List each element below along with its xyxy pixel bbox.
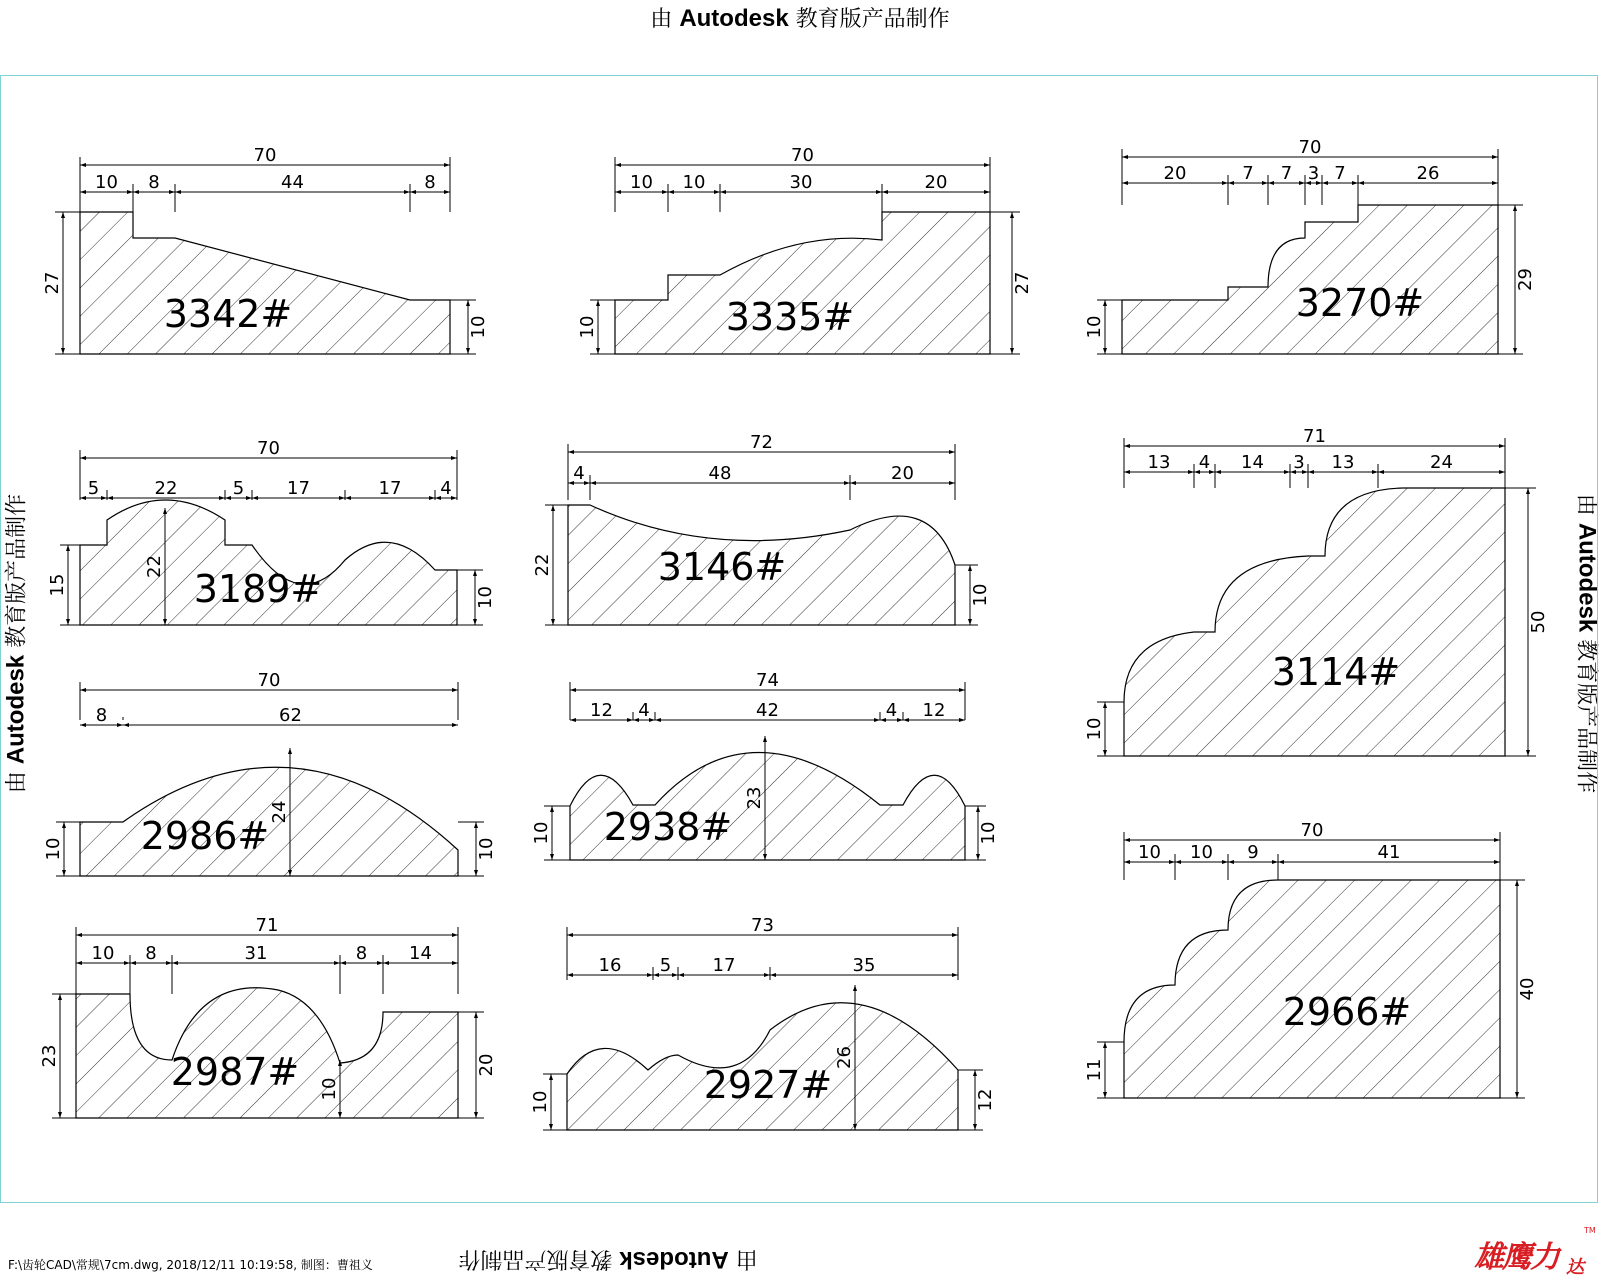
dimension-label: 24 bbox=[1430, 452, 1453, 473]
profile-2987 bbox=[39, 915, 497, 1118]
dimension-label: 10 bbox=[95, 172, 118, 193]
dimension-label: 4 bbox=[885, 700, 898, 721]
left-height-label: 22 bbox=[532, 553, 553, 577]
dimension-label: 5 bbox=[232, 478, 245, 499]
profile-id-label: 2966# bbox=[1282, 990, 1412, 1034]
dimension-label: 22 bbox=[154, 478, 178, 499]
right-height-label: 10 bbox=[978, 821, 999, 845]
watermark-left: 由 Autodesk 教育版产品制作 bbox=[2, 493, 30, 794]
profile-3146 bbox=[532, 432, 991, 625]
watermark-bottom: 由 Autodesk 教育版产品制作 bbox=[458, 1246, 758, 1273]
dimension-label: 8 bbox=[355, 943, 368, 964]
overall-width-label: 71 bbox=[1303, 426, 1326, 447]
watermark-top: 由 Autodesk 教育版产品制作 bbox=[650, 5, 950, 32]
inner-height-label: 26 bbox=[834, 1046, 855, 1069]
file-path-label: F:\齿轮CAD\常规\7cm.dwg, 2018/12/11 10:19:58, 制图：曹祖义 bbox=[8, 1258, 373, 1272]
overall-width-label: 70 bbox=[257, 438, 280, 459]
profile-id-label: 3335# bbox=[725, 295, 855, 339]
overall-width-label: 74 bbox=[756, 670, 779, 691]
left-height-label: 27 bbox=[42, 271, 63, 295]
left-height-label: 15 bbox=[47, 573, 68, 597]
inner-height-label: 24 bbox=[269, 800, 290, 824]
dimension-label: 62 bbox=[279, 705, 302, 726]
profile-3114 bbox=[1084, 426, 1549, 756]
profile-3342 bbox=[42, 145, 489, 354]
dimension-label: 3 bbox=[1293, 452, 1305, 473]
profile-id-label: 2927# bbox=[703, 1063, 833, 1107]
dimension-label: 20 bbox=[924, 172, 948, 193]
profile-3270 bbox=[1084, 137, 1536, 354]
dimension-label: 8 bbox=[95, 705, 108, 726]
dimension-label: 10 bbox=[682, 172, 706, 193]
dimension-label: 3 bbox=[1307, 163, 1320, 184]
overall-width-label: 70 bbox=[253, 145, 277, 166]
dimension-label: 13 bbox=[1147, 452, 1171, 473]
left-height-label: 11 bbox=[1084, 1058, 1105, 1082]
watermark-right: 由 Autodesk 教育版产品制作 bbox=[1573, 493, 1600, 794]
dimension-label: 8 bbox=[148, 172, 160, 193]
dimension-label: 9 bbox=[1247, 842, 1259, 863]
right-height-label: 12 bbox=[975, 1088, 996, 1112]
profile-2938 bbox=[531, 670, 999, 860]
dimension-label: 42 bbox=[756, 700, 779, 721]
dimension-label: 13 bbox=[1331, 452, 1355, 473]
dimension-label: 17 bbox=[287, 478, 310, 499]
dimension-label: 12 bbox=[590, 700, 613, 721]
dimension-label: 4 bbox=[573, 463, 585, 484]
right-height-label: 10 bbox=[970, 583, 991, 607]
dimension-label: 41 bbox=[1377, 842, 1401, 863]
dimension-label: 26 bbox=[1416, 163, 1440, 184]
inner-height-label: 23 bbox=[744, 786, 765, 810]
dimension-label: 12 bbox=[922, 700, 946, 721]
overall-width-label: 72 bbox=[750, 432, 773, 453]
dimension-label: 48 bbox=[708, 463, 732, 484]
profile-3189 bbox=[47, 438, 496, 625]
dimension-label: 5 bbox=[659, 955, 672, 976]
right-height-label: 27 bbox=[1012, 271, 1033, 295]
profile-2986 bbox=[43, 670, 497, 876]
profile-id-label: 3342# bbox=[163, 292, 293, 336]
dimension-label: 10 bbox=[1138, 842, 1161, 863]
profile-id-label: 2987# bbox=[170, 1050, 300, 1094]
overall-width-label: 73 bbox=[751, 915, 774, 936]
dimension-label: 10 bbox=[91, 943, 115, 964]
dimension-label: 5 bbox=[87, 478, 100, 499]
overall-width-label: 70 bbox=[1300, 820, 1324, 841]
right-height-label: 10 bbox=[468, 315, 489, 339]
dimension-label: 14 bbox=[409, 943, 432, 964]
dimension-label: 14 bbox=[1241, 452, 1264, 473]
right-height-label: 50 bbox=[1528, 610, 1549, 634]
dimension-label: 10 bbox=[630, 172, 653, 193]
logo-text: 雄鹰力 bbox=[1474, 1240, 1558, 1275]
right-height-label: 29 bbox=[1515, 268, 1536, 291]
inner-height-label: 10 bbox=[319, 1077, 340, 1101]
left-height-label: 10 bbox=[531, 821, 552, 845]
left-height-label: 10 bbox=[43, 837, 64, 861]
profile-2927 bbox=[530, 915, 996, 1130]
profile-id-label: 3146# bbox=[657, 545, 787, 589]
profile-id-label: 3114# bbox=[1271, 650, 1401, 694]
overall-width-label: 71 bbox=[255, 915, 279, 936]
dimension-label: 7 bbox=[1334, 163, 1346, 184]
dimension-label: 44 bbox=[281, 172, 304, 193]
profile-id-label: 3189# bbox=[193, 567, 323, 611]
dimension-label: 20 bbox=[891, 463, 914, 484]
profile-3335 bbox=[577, 145, 1033, 354]
dimension-label: 31 bbox=[244, 943, 268, 964]
profile-shape bbox=[1124, 488, 1505, 756]
company-logo bbox=[1474, 1226, 1594, 1276]
right-height-label: 10 bbox=[475, 586, 496, 609]
logo-trademark: TM bbox=[1584, 1226, 1596, 1235]
dimension-label: 16 bbox=[598, 955, 622, 976]
dimension-label: 7 bbox=[1242, 163, 1254, 184]
profile-id-label: 3270# bbox=[1295, 281, 1425, 325]
dimension-label: 17 bbox=[378, 478, 402, 499]
profile-shape bbox=[1124, 880, 1500, 1098]
left-height-label: 10 bbox=[1084, 717, 1105, 741]
dimension-label: 10 bbox=[1190, 842, 1213, 863]
profile-2966 bbox=[1084, 820, 1538, 1098]
overall-width-label: 70 bbox=[1298, 137, 1322, 158]
right-height-label: 10 bbox=[476, 837, 497, 861]
dimension-label: 35 bbox=[852, 955, 876, 976]
left-height-label: 10 bbox=[1084, 315, 1105, 339]
dimension-label: 4 bbox=[440, 478, 452, 499]
left-height-label: 10 bbox=[577, 315, 598, 339]
right-height-label: 20 bbox=[476, 1053, 497, 1077]
left-height-label: 10 bbox=[530, 1090, 551, 1114]
dimension-label: 8 bbox=[145, 943, 157, 964]
overall-width-label: 70 bbox=[257, 670, 281, 691]
profile-id-label: 2938# bbox=[603, 805, 733, 849]
dimension-label: 17 bbox=[712, 955, 736, 976]
overall-width-label: 70 bbox=[791, 145, 814, 166]
dimension-label: 4 bbox=[638, 700, 650, 721]
logo-subtext: 达 bbox=[1566, 1257, 1584, 1278]
left-height-label: 23 bbox=[39, 1044, 60, 1068]
inner-height-label: 22 bbox=[144, 555, 165, 578]
dimension-label: 4 bbox=[1198, 452, 1211, 473]
dimension-label: 8 bbox=[424, 172, 436, 193]
dimension-label: 7 bbox=[1280, 163, 1293, 184]
dimension-label: 30 bbox=[789, 172, 813, 193]
profile-shape bbox=[1122, 205, 1498, 354]
dimension-label: 20 bbox=[1163, 163, 1187, 184]
right-height-label: 40 bbox=[1517, 977, 1538, 1001]
profile-id-label: 2986# bbox=[140, 814, 270, 858]
